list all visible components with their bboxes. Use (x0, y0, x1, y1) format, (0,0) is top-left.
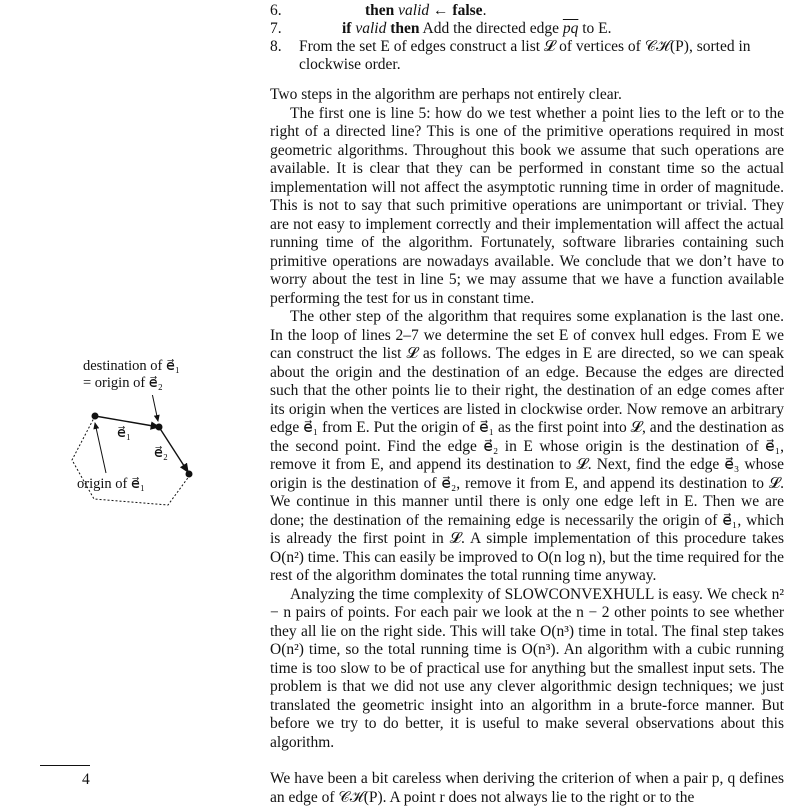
paragraph-intro: Two steps in the algorithm are perhaps not entirely clear. (270, 86, 622, 103)
var-valid: valid (398, 2, 430, 19)
vertex-destination-e2 (186, 471, 193, 478)
line-7-content (342, 20, 612, 38)
line-number: 8. (270, 38, 282, 55)
figure-label-e1: e⃗₁ (117, 425, 131, 441)
figure-label-origin-e2: = origin of e⃗₂ (83, 375, 163, 391)
edge-e1 (95, 416, 159, 427)
keyword-if: if (342, 20, 352, 37)
body-text (270, 86, 784, 807)
line-8-text-cont: clockwise order. (299, 56, 401, 73)
line-number: 7. (270, 20, 282, 37)
convex-hull-figure (60, 395, 220, 525)
vertex-destination-e1 (156, 424, 163, 431)
keyword-false: false (452, 2, 483, 19)
line-8-text: From the set E of edges construct a list 𝓛 of vertices of 𝒞ℋ(P), sorted in (299, 38, 751, 55)
page-number-rule (40, 765, 90, 766)
figure-label-e2: e⃗₂ (154, 445, 168, 461)
paragraph-careless: We have been a bit careless when deriving the criterion of when a pair p, q defines an edge of 𝒞ℋ(P). A point r does not always lie to the right or to the (270, 770, 784, 806)
vertex-origin-e1 (92, 413, 99, 420)
figure-label-origin-e1: origin of e⃗₁ (77, 476, 145, 492)
hull-dotted-outline (72, 416, 190, 505)
keyword-then: then (365, 2, 395, 19)
line-7-end: to E. (582, 20, 612, 37)
line-7-text: Add the directed edge (422, 20, 559, 37)
pointer-arrow-destination (152, 395, 158, 421)
line-number: 6. (270, 2, 282, 19)
var-valid: valid (355, 20, 387, 37)
paragraph-list-construction: The other step of the algorithm that requires some explanation is the last one. In the loop of lines 2–7 we determine the set E of convex hull edges. From E we can construct the list 𝓛 as follows. The edges in E are directed, so we can speak about the origin and the destination of an edge. Because the edges are directed such that the other points lie to their right, the destination of an edge comes after its origin when the vertices are listed in clockwise order. Now remove an arbitrary edge e⃗₁ from E. Put the origin of e⃗₁ as the first point into 𝓛, and the destination as the second point. Find the edge e⃗₂ in E whose origin is the destination of e⃗₁, remove it from E, and append its destination to 𝓛. Next, find the edge e⃗₃ whose origin is the destination of e⃗₂, remove it from E, and append its destination to 𝓛. We continue in this manner until there is only one edge left in E. Then we are done; the destination of the remaining edge is necessarily the origin of e⃗₁, which is already the first point in 𝓛. A simple implementation of this procedure takes O(n²) time. This can easily be improved to O(n log n), but the time required for the rest of the algorithm dominates the total running time anyway. (270, 308, 785, 584)
paragraph-time-complexity: Analyzing the time complexity of SLOWCONVEXHULL is easy. We check n² − n pairs of points. For each pair we look at the n − 2 other points to see whether they all lie on the right side. This will take O(n³) time in total. The final step takes O(n²) time, so the total running time is O(n³). An algorithm with a cubic running time is too slow to be of practical use for anything but the smallest input sets. The problem is that we did not use any clever algorithmic design techniques; we just translated the geometric insight into an algorithm in a brute-force manner. But before we try to do better, it is useful to make several observations about this algorithm. (270, 585, 784, 751)
line-6-content: then valid ← false. (365, 2, 487, 19)
keyword-then: then (390, 20, 420, 37)
page-number: 4 (82, 771, 90, 788)
pointer-arrow-origin (95, 423, 106, 473)
paragraph-primitive-ops: The first one is line 5: how do we test whether a point lies to the left or to the right of a directed line? This is one of the primitive operations required in most geometric algorithms. Throughout this book we assume that such operations are available. It is clear that they can be performed in constant time so the actual implementation will not affect the asymptotic running time in order of magnitude. This is not to say that such primitive operations are unimportant or trivial. They are not easy to implement correctly and their implementation will affect the actual running time of the algorithm. Fortunately, software libraries containing such primitive operations are nowadays available. We conclude that we don’t have to worry about the test in line 5; we may assume that we have a function available performing the test for us in constant time. (270, 104, 784, 307)
edge-pq: $\overline{pq}$ (562, 20, 579, 37)
figure-label-destination: destination of e⃗₁ (83, 358, 180, 374)
edge-e2 (159, 427, 188, 472)
